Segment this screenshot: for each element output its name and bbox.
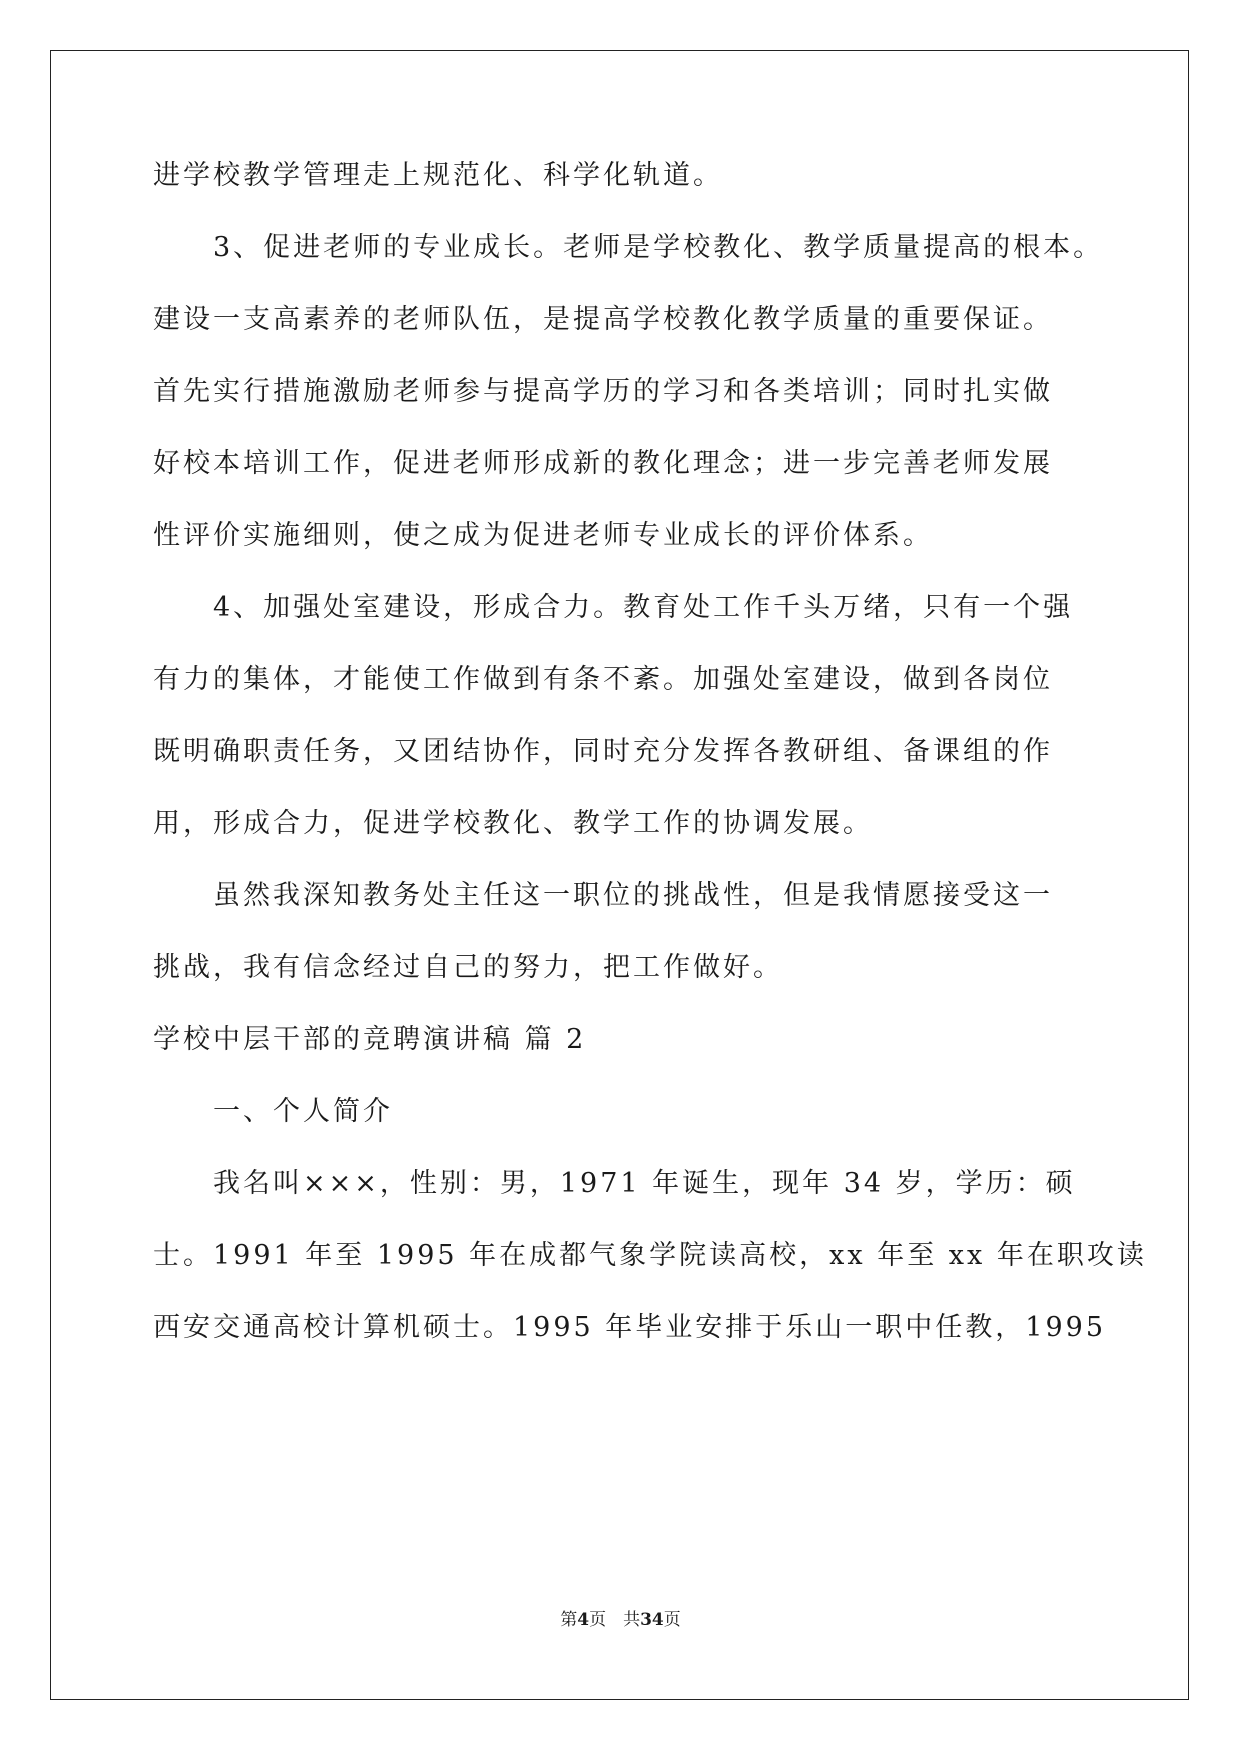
footer-prefix: 第 bbox=[560, 1610, 578, 1630]
page-footer bbox=[0, 1608, 1241, 1632]
text-line: 既明确职责任务，又团结协作，同时充分发挥各教研组、备课组的作 bbox=[153, 736, 1053, 767]
text-line: 好校本培训工作，促进老师形成新的教化理念；进一步完善老师发展 bbox=[153, 448, 1053, 479]
section-heading: 学校中层干部的竞聘演讲稿 篇 2 bbox=[153, 1024, 587, 1055]
text-line: 建设一支高素养的老师队伍，是提高学校教化教学质量的重要保证。 bbox=[153, 304, 1053, 335]
total-page-number: 34 bbox=[640, 1610, 664, 1630]
text-line: 有力的集体，才能使工作做到有条不紊。加强处室建设，做到各岗位 bbox=[153, 664, 1053, 695]
text-line: 进学校教学管理走上规范化、科学化轨道。 bbox=[153, 160, 723, 191]
text-line: 3、促进老师的专业成长。老师是学校教化、教学质量提高的根本。 bbox=[213, 232, 1104, 263]
text-line: 虽然我深知教务处主任这一职位的挑战性，但是我情愿接受这一 bbox=[213, 880, 1053, 911]
text-line: 西安交通高校计算机硕士。1995 年毕业安排于乐山一职中任教，1995 bbox=[153, 1312, 1107, 1343]
text-line: 我名叫×××，性别：男，1971 年诞生，现年 34 岁，学历：硕 bbox=[213, 1168, 1076, 1199]
text-line: 首先实行措施激励老师参与提高学历的学习和各类培训；同时扎实做 bbox=[153, 376, 1053, 407]
footer-suffix: 页 bbox=[663, 1610, 681, 1630]
current-page-number: 4 bbox=[577, 1610, 590, 1630]
text-line: 4、加强处室建设，形成合力。教育处工作千头万绪，只有一个强 bbox=[213, 592, 1074, 623]
text-line: 士。1991 年至 1995 年在成都气象学院读高校，xx 年至 xx 年在职攻读 bbox=[153, 1240, 1147, 1271]
subsection-heading: 一、个人简介 bbox=[213, 1096, 393, 1127]
page-border bbox=[50, 50, 1189, 1700]
footer-mid: 页 共 bbox=[589, 1610, 641, 1630]
text-line: 性评价实施细则，使之成为促进老师专业成长的评价体系。 bbox=[153, 520, 933, 551]
text-line: 挑战，我有信念经过自己的努力，把工作做好。 bbox=[153, 952, 783, 983]
text-line: 用，形成合力，促进学校教化、教学工作的协调发展。 bbox=[153, 808, 873, 839]
